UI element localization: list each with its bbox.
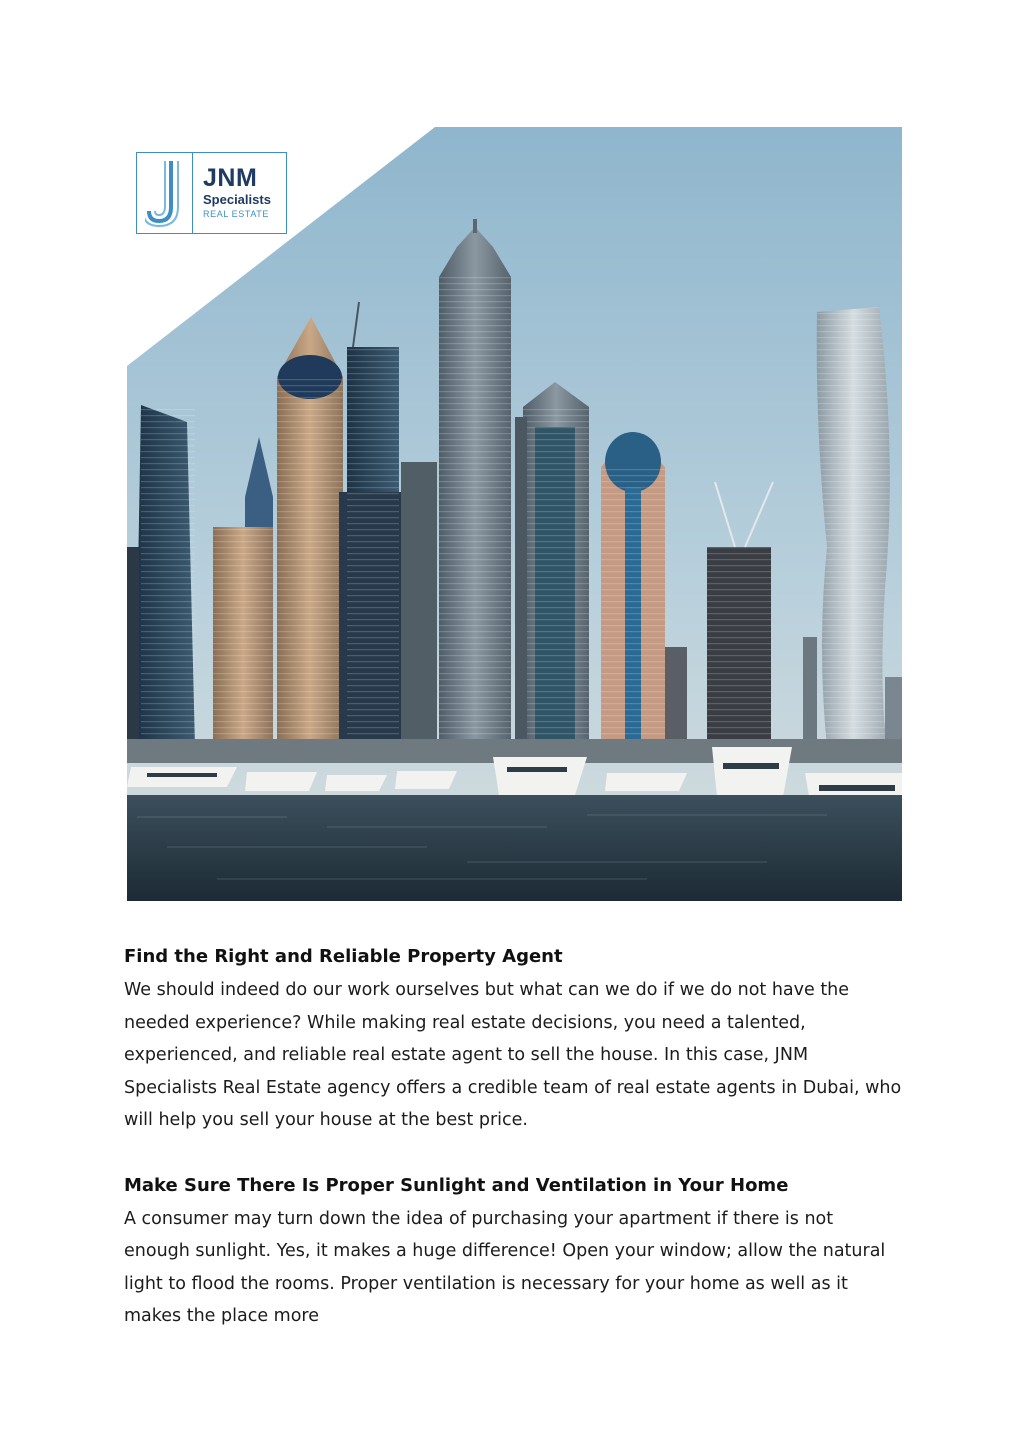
article-body xyxy=(124,940,904,1333)
dubai-marina-skyline-image xyxy=(127,127,902,901)
section-heading-sunlight-ventilation: Make Sure There Is Proper Sunlight and Ventilation in Your Home xyxy=(124,1174,789,1196)
j-letter-icon xyxy=(145,159,185,227)
logo-subtitle: Specialists xyxy=(203,192,271,207)
section-body-sunlight-ventilation: A consumer may turn down the idea of purchasing your apartment if there is not enough sunlight. Yes, it makes a huge difference! Open your window; allow the natural light to flood the rooms. Proper ventilation is necessary for your home as well as it makes the place more xyxy=(124,1208,886,1326)
section-body-property-agent: We should indeed do our work ourselves but what can we do if we do not have the needed experience? While making real estate decisions, you need a talented, experienced, and reliable real estate agent to sell the house. In this case, JNM Specialists Real Estate agency offers a credible team of real estate agents in Dubai, who will help you sell your house at the best price. xyxy=(124,980,902,1130)
logo-mark xyxy=(137,153,193,233)
company-logo xyxy=(136,152,287,234)
logo-tagline: REAL ESTATE xyxy=(203,209,269,219)
logo-brand: JNM xyxy=(203,164,258,192)
section-heading-property-agent: Find the Right and Reliable Property Agent xyxy=(124,946,563,967)
hero-image xyxy=(127,127,902,901)
